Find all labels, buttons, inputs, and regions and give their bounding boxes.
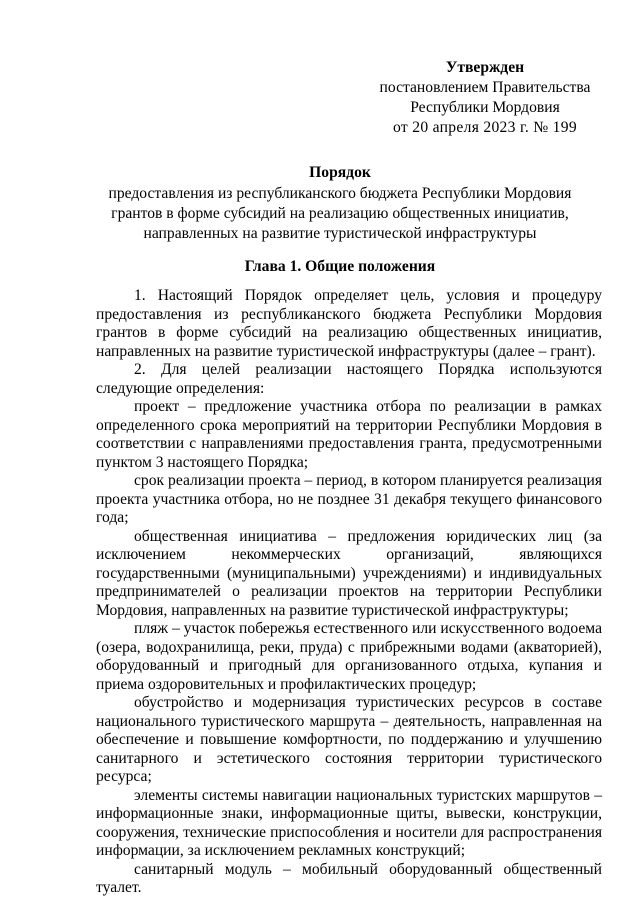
definition-navigation-elements: элементы системы навигации национальных туристских маршрутов – информационные знаки, информационные щиты, вывески, конструкции, сооружения, технические приспособления и носители для распространения информации, за исключением рекламных конструкций; [96, 786, 602, 859]
approval-heading: Утвержден [445, 59, 525, 76]
definition-sanitary-module: санитарный модуль – мобильный оборудованный общественный туалет. [96, 860, 602, 896]
approval-date-line: от 20 апреля 2023 г. № 199 [393, 119, 577, 136]
approval-line-1: постановлением Правительства [379, 79, 591, 96]
definition-project: проект – предложение участника отбора по реализации в рамках определенного срока мероприятий на территории Республики Мордовия в соответствии с направлениями предоставления гранта, предусмотренными пунктом 3 настоящего Порядка; [96, 398, 602, 471]
definition-beach: пляж – участок побережья естественного или искусственного водоема (озера, водохранилища, реки, пруда) с прибрежными водами (акваторией), оборудованный и пригодный для организованного отдыха, купания и приема оздоровительных и профилактических процедур; [96, 620, 602, 693]
title-subtitle-line-2: грантов в форме субсидий на реализацию общественных инициатив, [111, 205, 569, 222]
document-title [60, 163, 620, 244]
paragraph-item-2: 2. Для целей реализации настоящего Порядка используются следующие определения: [96, 361, 602, 397]
definition-tourism-resource-improvement: обустройство и модернизация туристических ресурсов в составе национального туристического маршрута – деятельность, направленная на обеспечение и повышение комфортности, по поддержанию и улучшению санитарного и эстетического состояния территории туристического ресурса; [96, 694, 602, 785]
title-heading: Порядок [309, 164, 371, 181]
approval-line-2: Республики Мордовия [410, 99, 560, 116]
definition-public-initiative: общественная инициатива – предложения юридических лиц (за исключением некоммерческих организаций, являющихся государственными (муниципальными) учреждениями) и индивидуальных предпринимателей о реализации проектов на территории Республики Мордовия, направленных на развитие туристической инфраструктуры; [96, 527, 602, 619]
approval-stamp [360, 58, 610, 138]
chapter-heading: Глава 1. Общие положения [244, 258, 436, 275]
title-subtitle-line-1: предоставления из республиканского бюджета Республики Мордовия [108, 185, 572, 202]
definition-project-term: срок реализации проекта – период, в котором планируется реализация проекта участника отбора, но не позднее 31 декабря текущего финансового года; [96, 472, 602, 526]
document-body [96, 287, 602, 898]
paragraph-item-1: 1. Настоящий Порядок определяет цель, условия и процедуру предоставления из республиканского бюджета Республики Мордовия грантов в форме субсидий на реализацию общественных инициатив, направленных на развитие туристической инфраструктуры (далее – грант). [96, 287, 602, 360]
title-subtitle-line-3: направленных на развитие туристической инфраструктуры [143, 225, 537, 242]
